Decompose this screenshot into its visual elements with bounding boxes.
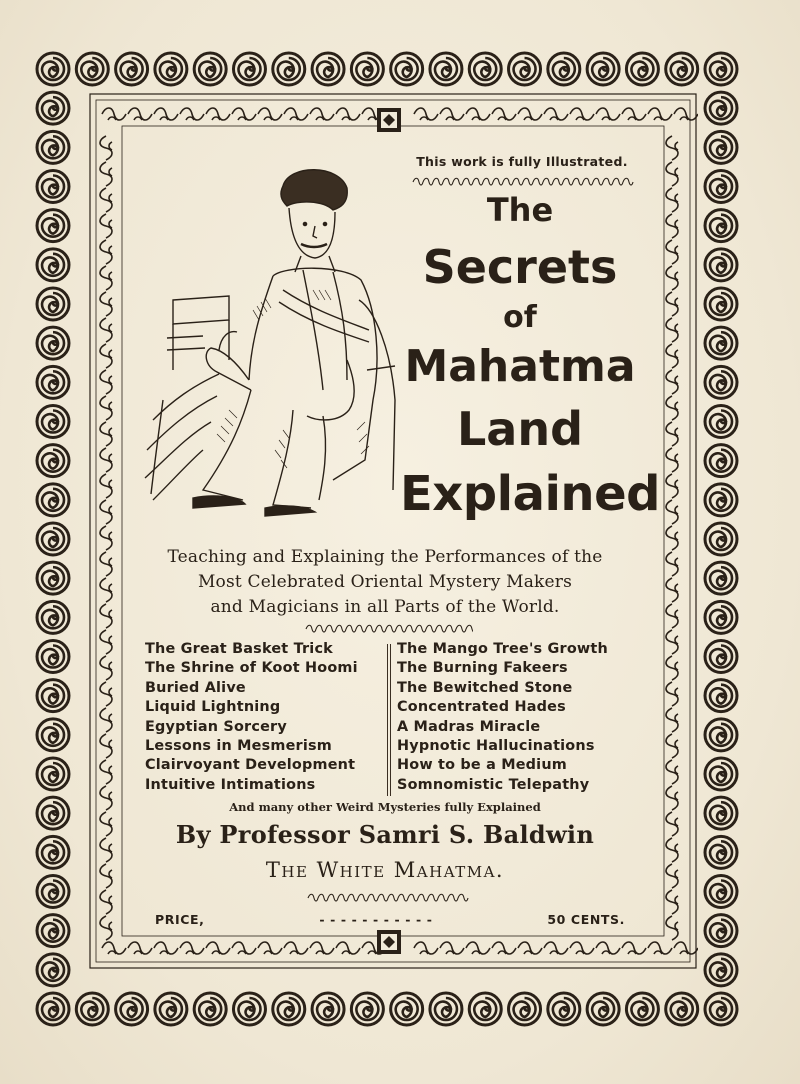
- teaching-line: Most Celebrated Oriental Mystery Makers: [197, 572, 573, 592]
- list-item: The Shrine of Koot Hoomi: [145, 660, 358, 677]
- list-item: The Burning Fakeers: [397, 660, 568, 677]
- author-title: The White Mahatma.: [265, 858, 505, 882]
- list-item: Concentrated Hades: [397, 699, 566, 716]
- column-divider: [390, 644, 391, 796]
- ornament-divider: [303, 623, 473, 633]
- list-item: The Mango Tree's Growth: [397, 641, 608, 657]
- price-label: PRICE,: [155, 912, 205, 927]
- ornament-divider: [305, 892, 470, 902]
- list-item: Lessons in Mesmerism: [145, 738, 332, 755]
- price-dashes: - - - - - - - - - - -: [319, 912, 433, 927]
- price-amount: 50 CENTS.: [547, 912, 625, 927]
- list-item: Somnomistic Telepathy: [397, 776, 590, 793]
- title-line: Mahatma: [404, 341, 636, 392]
- list-item: Liquid Lightning: [145, 699, 281, 716]
- author-line: By Professor Samri S. Baldwin: [175, 820, 595, 849]
- list-item: Hypnotic Hallucinations: [397, 738, 595, 755]
- list-item: Intuitive Intimations: [145, 776, 316, 793]
- teaching-paragraph: [125, 545, 645, 620]
- list-item: Clairvoyant Development: [145, 757, 356, 774]
- more-mysteries-note: And many other Weird Mysteries fully Explained: [229, 800, 541, 814]
- illustrated-note: This work is fully Illustrated.: [416, 154, 628, 169]
- content-area: [125, 140, 660, 935]
- list-item: Egyptian Sorcery: [145, 718, 287, 735]
- ornament-divider: [410, 176, 635, 186]
- teaching-line: and Magicians in all Parts of the World.: [210, 597, 560, 617]
- column-divider: [387, 644, 388, 796]
- book-title: [400, 190, 660, 524]
- list-item: How to be a Medium: [397, 757, 567, 774]
- list-item: A Madras Miracle: [397, 718, 541, 735]
- title-line: Secrets: [422, 240, 618, 294]
- portrait-illustration: [133, 160, 403, 530]
- teaching-line: Teaching and Explaining the Performances of the: [167, 547, 603, 567]
- title-line: of: [503, 300, 537, 335]
- price-line: [155, 912, 625, 927]
- contents-list-right: [397, 640, 642, 795]
- title-line: The: [486, 191, 554, 229]
- title-line: Explained: [400, 466, 660, 522]
- contents-list-left: [145, 640, 390, 795]
- list-item: The Bewitched Stone: [397, 679, 573, 696]
- title-line: Land: [456, 402, 584, 456]
- list-item: Buried Alive: [145, 679, 246, 696]
- list-item: The Great Basket Trick: [145, 641, 333, 657]
